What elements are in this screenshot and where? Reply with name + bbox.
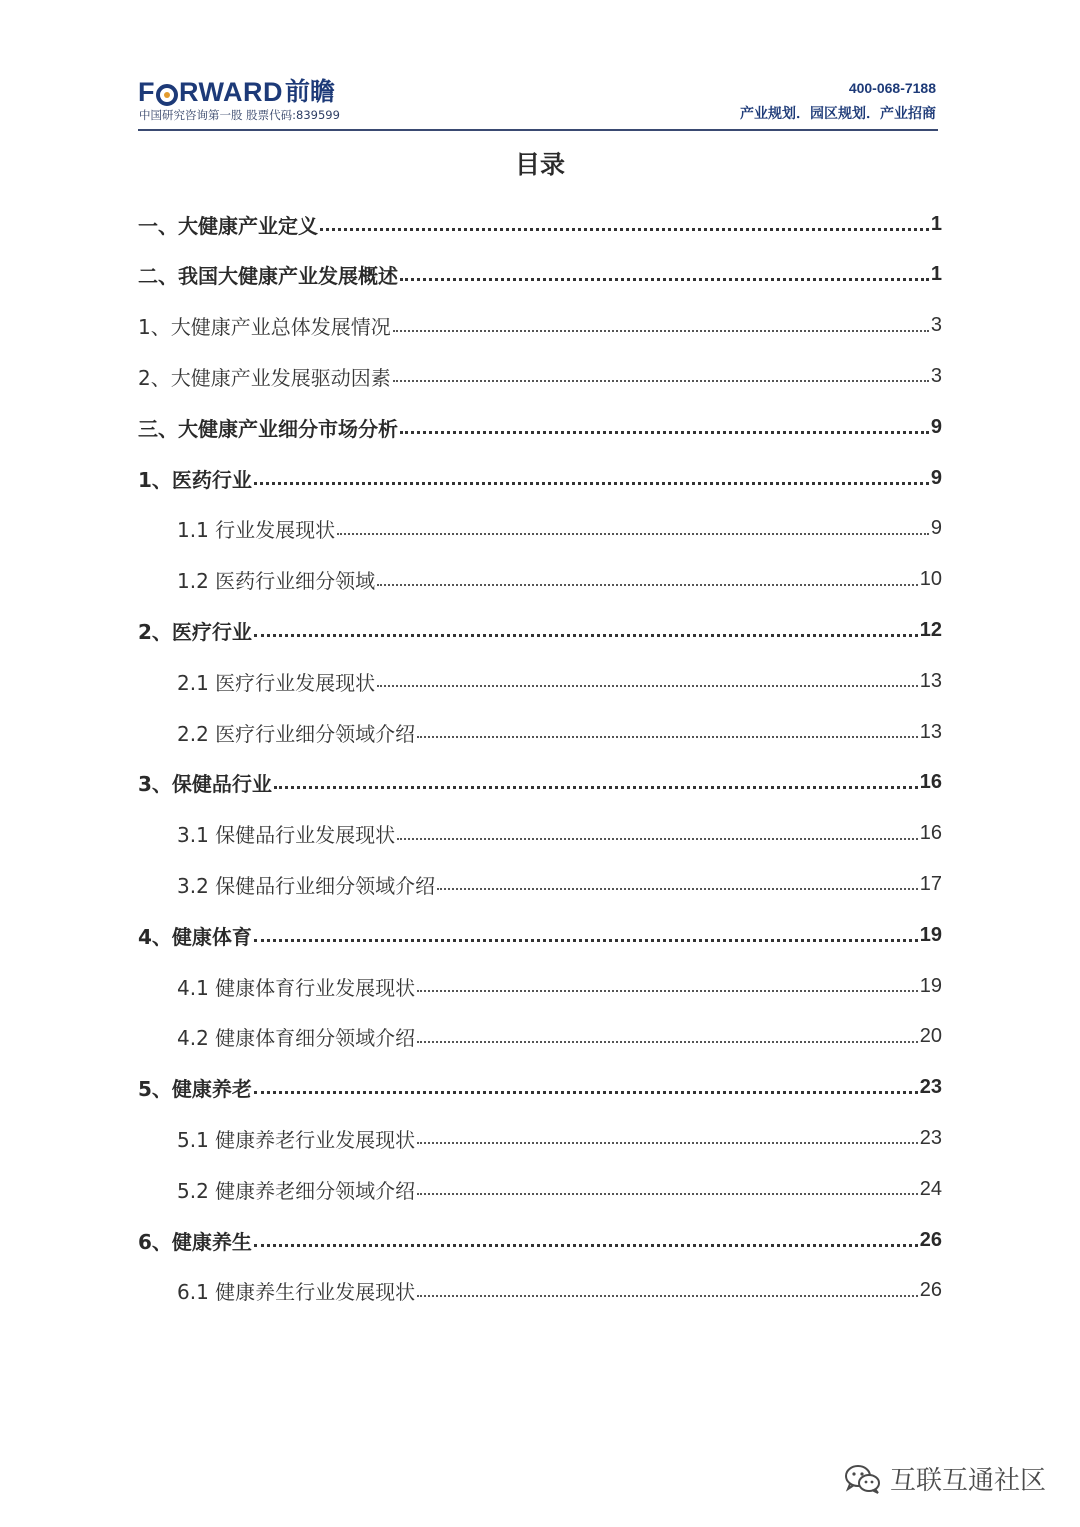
toc-leader-dots	[417, 1142, 918, 1144]
page-header	[138, 74, 938, 130]
toc-entry-title: 1.2 医药行业细分领域	[177, 569, 376, 594]
toc-entry[interactable]	[177, 1118, 942, 1158]
header-contact	[740, 78, 936, 124]
toc-entry[interactable]	[177, 1169, 942, 1209]
toc-leader-dots	[254, 634, 918, 637]
toc-entry-title: 3.1 保健品行业发展现状	[177, 823, 396, 848]
toc-title: 目录	[514, 150, 565, 179]
toc-entry-title: 2、大健康产业发展驱动因素	[138, 365, 391, 390]
toc-entry[interactable]	[138, 407, 942, 447]
toc-entry[interactable]	[138, 255, 942, 295]
toc-leader-dots	[400, 431, 929, 434]
toc-entry-title: 1、大健康产业总体发展情况	[138, 315, 391, 340]
toc-entry-title: 5.2 健康养老细分领域介绍	[177, 1178, 416, 1203]
toc-leader-dots	[393, 330, 929, 332]
toc-leader-dots	[397, 838, 918, 840]
toc-leader-dots	[254, 1091, 918, 1094]
toc-entry-page: 19	[919, 923, 942, 946]
logo-tagline: 中国研究咨询第一股 股票代码:839599	[139, 108, 340, 122]
toc-entry[interactable]	[177, 1017, 942, 1057]
toc-leader-dots	[377, 685, 918, 687]
toc-entry-page: 23	[919, 1126, 942, 1149]
toc-entry-page: 24	[919, 1177, 942, 1200]
toc-entry-title: 5、健康养老	[138, 1077, 252, 1102]
toc-entry-title: 3.2 保健品行业细分领域介绍	[177, 873, 436, 898]
toc-leader-dots	[254, 482, 929, 485]
toc-leader-dots	[274, 786, 918, 789]
toc-entry-page: 20	[919, 1025, 942, 1048]
toc-entry[interactable]	[177, 966, 942, 1006]
watermark-text: 互联互通社区	[889, 1466, 1046, 1496]
toc-entry[interactable]	[138, 1068, 942, 1108]
header-divider	[138, 129, 938, 131]
wechat-icon	[844, 1464, 882, 1494]
toc-leader-dots	[377, 584, 918, 586]
toc-entry-title: 2.2 医疗行业细分领域介绍	[177, 721, 416, 746]
toc-entry-page: 23	[919, 1076, 942, 1099]
toc-entry[interactable]	[138, 458, 942, 498]
toc-entry-page: 1	[930, 212, 942, 235]
toc-entry-title: 一、大健康产业定义	[138, 213, 318, 238]
toc-entry-title: 3、保健品行业	[138, 772, 272, 797]
watermark	[844, 1460, 1046, 1497]
toc-entry[interactable]	[177, 1271, 942, 1311]
toc-entry[interactable]	[138, 763, 942, 803]
toc-entry-page: 9	[930, 415, 942, 438]
logo-word-end: RWARD	[179, 77, 284, 107]
toc-leader-dots	[417, 1041, 918, 1043]
toc-entry-page: 3	[930, 364, 942, 387]
toc-leader-dots	[393, 380, 929, 382]
toc-entry-title: 6、健康养生	[138, 1229, 252, 1254]
toc-leader-dots	[417, 1193, 918, 1195]
toc-leader-dots	[417, 1295, 918, 1297]
header-slogan: 产业规划．园区规划．产业招商	[740, 106, 936, 122]
toc-entry-page: 9	[930, 517, 942, 540]
toc-entry-title: 4.1 健康体育行业发展现状	[177, 975, 416, 1000]
toc-entry-title: 2.1 医疗行业发展现状	[177, 670, 376, 695]
toc-entry[interactable]	[177, 712, 942, 752]
toc-entry-page: 10	[919, 568, 942, 591]
toc-entry-title: 1、医药行业	[138, 467, 252, 492]
logo-o-mark	[156, 84, 178, 106]
toc-entry[interactable]	[177, 560, 942, 600]
toc-entry[interactable]	[138, 356, 942, 396]
toc-entry[interactable]	[177, 814, 942, 854]
toc-leader-dots	[337, 533, 929, 535]
toc-entry-page: 19	[919, 974, 942, 997]
toc-leader-dots	[254, 1244, 918, 1247]
toc-leader-dots	[254, 939, 918, 942]
toc-entry-title: 6.1 健康养生行业发展现状	[177, 1280, 416, 1305]
toc-entry-title: 1.1 行业发展现状	[177, 518, 336, 543]
toc-leader-dots	[417, 990, 918, 992]
logo-word-start: F	[138, 77, 155, 107]
toc-entry[interactable]	[177, 509, 942, 549]
toc-leader-dots	[400, 278, 929, 281]
toc-entry-title: 5.1 健康养老行业发展现状	[177, 1127, 416, 1152]
toc-entry-page: 16	[919, 822, 942, 845]
toc-entry-page: 3	[930, 314, 942, 337]
toc-entry-page: 26	[919, 1228, 942, 1251]
toc-entry-page: 16	[919, 771, 942, 794]
toc-entry[interactable]	[177, 864, 942, 904]
toc-entry-page: 17	[919, 872, 942, 895]
toc-entry-title: 2、医疗行业	[138, 619, 252, 644]
toc-leader-dots	[320, 228, 929, 231]
toc-entry-page: 13	[919, 669, 942, 692]
toc-leader-dots	[437, 888, 918, 890]
toc-entry[interactable]	[138, 915, 942, 955]
toc-entry-page: 26	[919, 1279, 942, 1302]
toc-entry-page: 13	[919, 720, 942, 743]
toc-entry-title: 三、大健康产业细分市场分析	[138, 416, 398, 441]
toc-entry[interactable]	[138, 610, 942, 650]
toc-entry-page: 1	[930, 263, 942, 286]
toc-entry-page: 12	[919, 618, 942, 641]
toc-entry[interactable]	[138, 204, 942, 244]
toc-leader-dots	[417, 736, 918, 738]
company-logo	[138, 76, 335, 108]
toc-entry-title: 4、健康体育	[138, 924, 252, 949]
toc-entry[interactable]	[138, 1220, 942, 1260]
toc-entry-title: 二、我国大健康产业发展概述	[138, 264, 398, 289]
toc-entry[interactable]	[138, 306, 942, 346]
toc-entry-title: 4.2 健康体育细分领域介绍	[177, 1026, 416, 1051]
toc-entry-page: 9	[930, 466, 942, 489]
toc-entry[interactable]	[177, 661, 942, 701]
logo-chinese-name: 前瞻	[285, 77, 336, 106]
phone-number: 400-068-7188	[848, 80, 936, 96]
